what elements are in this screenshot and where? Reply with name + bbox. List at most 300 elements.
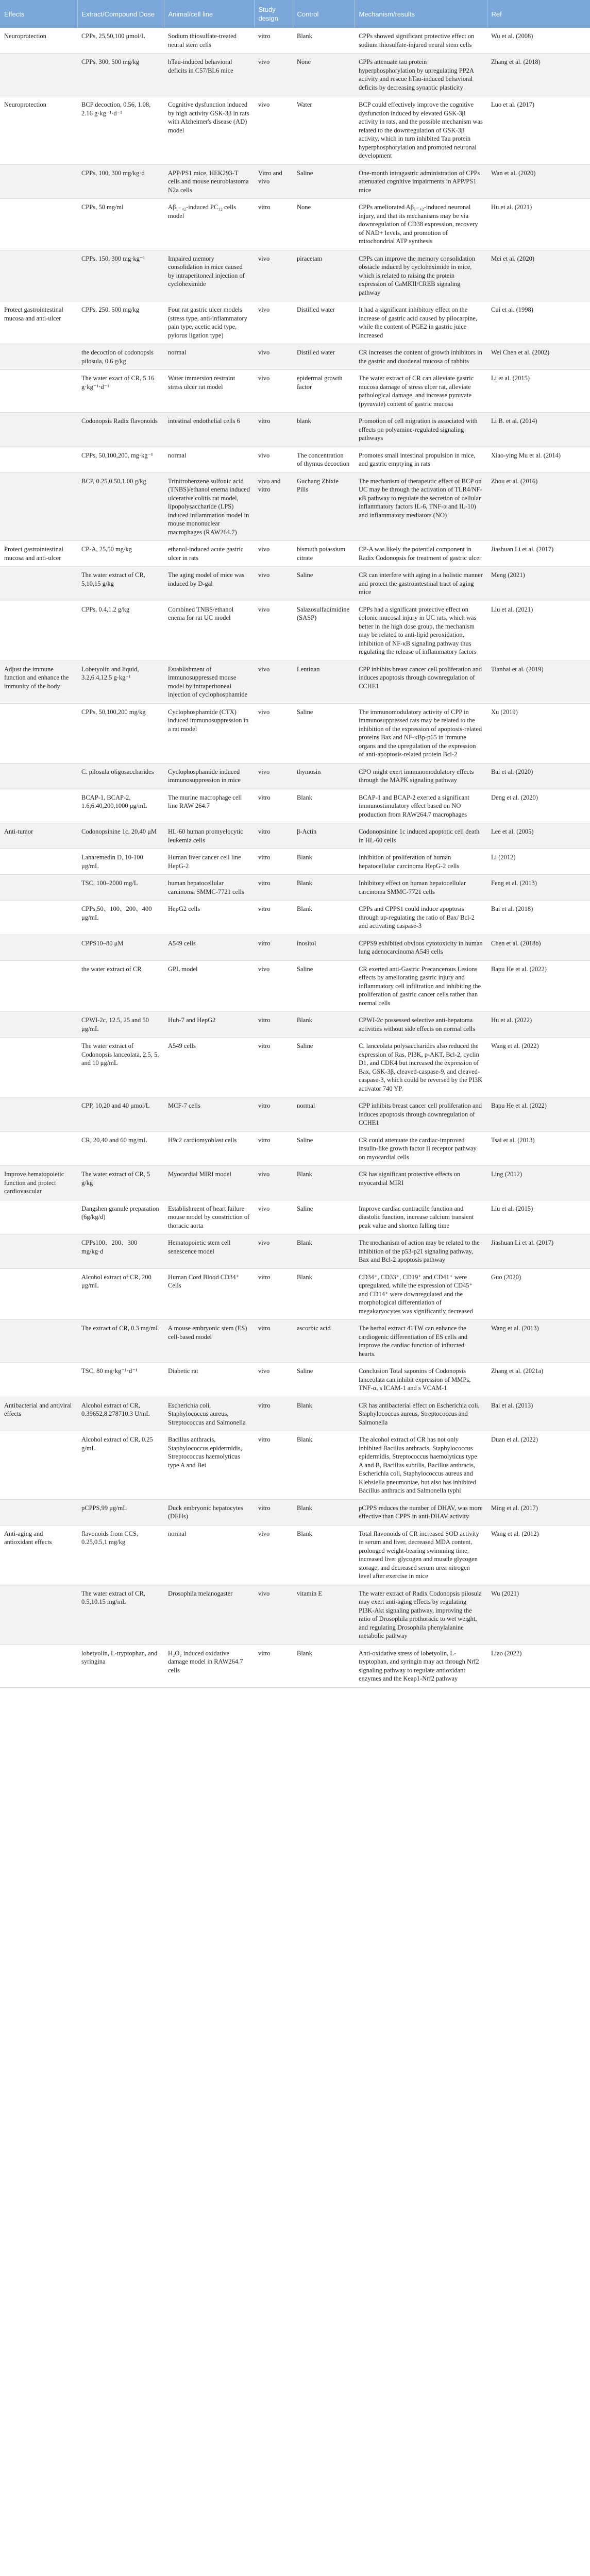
table-row <box>0 1397 590 1431</box>
cell-mechanism: BCAP-1 and BCAP-2 exerted a significant immunostimulatory effect based on NO production from RAW264.7 macrophages <box>355 789 487 823</box>
cell-effect <box>0 1097 77 1132</box>
cell-control: Blank <box>293 1499 355 1525</box>
cell-animal-cell-line: Myocardial MIRI model <box>164 1166 254 1200</box>
header-dose: Extract/Compound Dose <box>77 0 164 28</box>
cell-effect <box>0 1363 77 1397</box>
table-row <box>0 250 590 301</box>
table-row <box>0 1038 590 1097</box>
cell-ref: Meng (2021) <box>487 567 590 601</box>
table-row <box>0 901 590 935</box>
cell-dose: BCP decoction, 0.56, 1.08, 2.16 g·kg⁻¹·d⁻¹ <box>77 96 164 165</box>
cell-control: Blank <box>293 28 355 54</box>
cell-dose: CPPs,50、100、200、400 μg/mL <box>77 901 164 935</box>
cell-effect: Protect gastrointestinal mucosa and anti-ulcer <box>0 301 77 344</box>
cell-control: Saline <box>293 1131 355 1166</box>
cell-effect: Adjust the immune function and enhance the immunity of the body <box>0 660 77 703</box>
cell-effect <box>0 1431 77 1500</box>
cell-control: Saline <box>293 703 355 763</box>
cell-dose: Alcohol extract of CR, 0.39652,8.278710.3 U/mL <box>77 1397 164 1431</box>
cell-mechanism: CPPS9 exhibited obvious cytotoxicity in human lung adenocarcinoma A549 cells <box>355 935 487 960</box>
cell-control: None <box>293 54 355 96</box>
cell-mechanism: CR could attenuate the cardiac-improved insulin-like growth factor II receptor pathway on myocardial cells <box>355 1131 487 1166</box>
cell-ref: Li (2012) <box>487 849 590 875</box>
cell-control: Lentinan <box>293 660 355 703</box>
header-effects: Effects <box>0 0 77 28</box>
table-row <box>0 1525 590 1585</box>
cell-study-design: vitro <box>254 875 293 901</box>
cell-effect <box>0 164 77 199</box>
cell-study-design: vitro <box>254 1012 293 1038</box>
cell-effect <box>0 1320 77 1363</box>
cell-control: Blank <box>293 901 355 935</box>
cell-effect <box>0 344 77 370</box>
cell-study-design: vivo <box>254 960 293 1012</box>
cell-effect <box>0 1012 77 1038</box>
cell-animal-cell-line: Aβ₁₋₄₂-induced PC₁₂ cells model <box>164 199 254 250</box>
cell-study-design: vitro <box>254 28 293 54</box>
cell-study-design: vivo <box>254 1166 293 1200</box>
cell-animal-cell-line: Cyclophosphamide induced immunosuppression in mice <box>164 763 254 789</box>
cell-study-design: vitro <box>254 1499 293 1525</box>
cell-effect: Antibacterial and antiviral effects <box>0 1397 77 1431</box>
cell-effect <box>0 472 77 541</box>
cell-dose: lobetyolin, L-tryptophan, and syringina <box>77 1645 164 1687</box>
cell-dose: The water extract of CR, 5 g/kg <box>77 1166 164 1200</box>
cell-study-design: vitro <box>254 849 293 875</box>
cell-study-design: vivo <box>254 1585 293 1645</box>
cell-ref: Feng et al. (2013) <box>487 875 590 901</box>
cell-dose: Alcohol extract of CR, 200 μg/mL <box>77 1268 164 1320</box>
cell-mechanism: The alcohol extract of CR has not only inhibited Bacillus anthracis, Staphylococcus epidermidis, Streptococcus haemolyticus type A and B, Bacillus subtilis, Bacillus anthracis, Escherichia coli, Staphylococcus aureus and Klebsiella pneumoniae, but also has inhibited Bacillus anthracis and Salmonella typhi <box>355 1431 487 1500</box>
cell-animal-cell-line: Duck embryonic hepatocytes (DEHs) <box>164 1499 254 1525</box>
table-row <box>0 601 590 660</box>
cell-ref: Lee et al. (2005) <box>487 823 590 849</box>
cell-control: Distilled water <box>293 344 355 370</box>
cell-ref: Cui et al. (1998) <box>487 301 590 344</box>
table-row <box>0 1200 590 1234</box>
cell-animal-cell-line: Escherichia coli, Staphylococcus aureus, Streptococcus and Salmonella <box>164 1397 254 1431</box>
header-control: Control <box>293 0 355 28</box>
cell-effect <box>0 1585 77 1645</box>
cell-ref: Ling (2012) <box>487 1166 590 1200</box>
cell-effect <box>0 250 77 301</box>
cell-study-design: vitro <box>254 1397 293 1431</box>
table-row <box>0 1234 590 1269</box>
cell-animal-cell-line: ethanol-induced acute gastric ulcer in rats <box>164 541 254 567</box>
cell-mechanism: One-month intragastric administration of CPPs attenuated cognitive impairments in APP/PS1 mice <box>355 164 487 199</box>
cell-ref: Luo et al. (2017) <box>487 96 590 165</box>
table-row <box>0 1320 590 1363</box>
cell-effect <box>0 901 77 935</box>
cell-effect <box>0 54 77 96</box>
cell-effect <box>0 1038 77 1097</box>
cell-dose: the water extract of CR <box>77 960 164 1012</box>
table-row <box>0 1166 590 1200</box>
table-row <box>0 1097 590 1132</box>
cell-mechanism: CPP inhibits breast cancer cell proliferation and induces apoptosis through downregulation of CCHE1 <box>355 1097 487 1132</box>
cell-study-design: vivo <box>254 250 293 301</box>
cell-animal-cell-line: GPL model <box>164 960 254 1012</box>
cell-effect: Improve hematopoietic function and protect cardiovascular <box>0 1166 77 1200</box>
cell-control: Water <box>293 96 355 165</box>
cell-ref: Ming et al. (2017) <box>487 1499 590 1525</box>
cell-control: Saline <box>293 960 355 1012</box>
cell-study-design: vitro <box>254 1320 293 1363</box>
cell-control: Blank <box>293 1645 355 1687</box>
cell-effect <box>0 567 77 601</box>
cell-control: Saline <box>293 1200 355 1234</box>
table-row <box>0 28 590 54</box>
cell-dose: The water extract of CR, 5,10,15 g/kg <box>77 567 164 601</box>
cell-mechanism: pCPPS reduces the number of DHAV, was more effective than CPPS in anti-DHAV activity <box>355 1499 487 1525</box>
cell-effect <box>0 1200 77 1234</box>
cell-animal-cell-line: intestinal endothelial cells 6 <box>164 413 254 447</box>
table-row <box>0 935 590 960</box>
cell-animal-cell-line: HL-60 human promyelocytic leukemia cells <box>164 823 254 849</box>
cell-ref: Bapu He et al. (2022) <box>487 960 590 1012</box>
cell-study-design: vivo <box>254 301 293 344</box>
table-row <box>0 763 590 789</box>
cell-dose: CPPs, 0.4,1.2 g/kg <box>77 601 164 660</box>
cell-control: inositol <box>293 935 355 960</box>
cell-control: bismuth potassium citrate <box>293 541 355 567</box>
cell-study-design: vitro <box>254 1097 293 1132</box>
cell-effect <box>0 960 77 1012</box>
cell-dose: The water extract of CR, 0.5,10.15 mg/mL <box>77 1585 164 1645</box>
cell-mechanism: The immunomodulatory activity of CPP in immunosuppressed rats may be related to the inhibition of the expression of apoptosis-related proteins Bax and NF-κBp-p65 in immune organs and the upregulation of the expression of anti-apoptosis-related protein Bcl-2 <box>355 703 487 763</box>
cell-ref: Jiashuan Li et al. (2017) <box>487 541 590 567</box>
cell-effect <box>0 199 77 250</box>
cell-effect: Anti-aging and antioxidant effects <box>0 1525 77 1585</box>
cell-animal-cell-line: normal <box>164 344 254 370</box>
cell-effect <box>0 1234 77 1269</box>
table-row <box>0 1585 590 1645</box>
cell-study-design: vitro <box>254 1131 293 1166</box>
cell-mechanism: Total flavonoids of CR increased SOD activity in serum and liver, decreased MDA content, prolonged weight-bearing swimming time, increased liver glycogen and muscle glycogen storage, and decreased serum urea nitrogen level after exercise in mice <box>355 1525 487 1585</box>
cell-animal-cell-line: A549 cells <box>164 935 254 960</box>
cell-mechanism: CPPs can improve the memory consolidation obstacle induced by cycloheximide in mice, which is related to raising the protein expression of CaMKII/CREB signaling pathway <box>355 250 487 301</box>
cell-ref: Mei et al. (2020) <box>487 250 590 301</box>
cell-effect <box>0 763 77 789</box>
cell-mechanism: CP-A was likely the potential component in Radix Codonopsis for treatment of gastric ulcer <box>355 541 487 567</box>
cell-study-design: vivo <box>254 344 293 370</box>
cell-animal-cell-line: The murine macrophage cell line RAW 264.7 <box>164 789 254 823</box>
cell-dose: CPPs, 50 mg/ml <box>77 199 164 250</box>
cell-study-design: vivo <box>254 601 293 660</box>
table-row <box>0 413 590 447</box>
cell-ref: Xiao-ying Mu et al. (2014) <box>487 447 590 472</box>
cell-animal-cell-line: Cyclophosphamide (CTX) induced immunosuppression in a rat model <box>164 703 254 763</box>
cell-animal-cell-line: Water immersion restraint stress ulcer rat model <box>164 370 254 413</box>
cell-ref: Xu (2019) <box>487 703 590 763</box>
cell-effect <box>0 789 77 823</box>
cell-ref: Jiashuan Li et al. (2017) <box>487 1234 590 1269</box>
cell-animal-cell-line: H₂O₂ induced oxidative damage model in RAW264.7 cells <box>164 1645 254 1687</box>
cell-mechanism: Improve cardiac contractile function and diastolic function, increase calcium transient peak value and shorten falling time <box>355 1200 487 1234</box>
cell-study-design: vitro <box>254 1038 293 1097</box>
cell-animal-cell-line: The aging model of mice was induced by D-gal <box>164 567 254 601</box>
cell-ref: Bai et al. (2020) <box>487 763 590 789</box>
cell-mechanism: Promotes small intestinal propulsion in mice, and gastric emptying in rats <box>355 447 487 472</box>
cell-ref: Wu (2021) <box>487 1585 590 1645</box>
cell-control: Saline <box>293 164 355 199</box>
cell-animal-cell-line: Sodium thiosulfate-treated neural stem cells <box>164 28 254 54</box>
cell-mechanism: CPPs and CPPS1 could induce apoptosis through up-regulating the ratio of Bax/ Bcl-2 and activating caspase-3 <box>355 901 487 935</box>
cell-dose: The water exact of CR, 5.16 g·kg⁻¹·d⁻¹ <box>77 370 164 413</box>
cell-animal-cell-line: HepG2 cells <box>164 901 254 935</box>
cell-study-design: vitro <box>254 935 293 960</box>
cell-effect <box>0 1645 77 1687</box>
table-row <box>0 660 590 703</box>
cell-dose: CR, 20,40 and 60 mg/mL <box>77 1131 164 1166</box>
cell-ref: Wang et al. (2013) <box>487 1320 590 1363</box>
cell-study-design: vivo and vitro <box>254 472 293 541</box>
cell-study-design: vitro <box>254 199 293 250</box>
cell-mechanism: CPWI-2c possessed selective anti-hepatoma activities without side effects on normal cells <box>355 1012 487 1038</box>
cell-dose: CPPs100、200、300 mg/kg·d <box>77 1234 164 1269</box>
cell-mechanism: CR has antibacterial effect on Escherichia coli, Staphylococcus aureus, Streptococcus and Salmonella <box>355 1397 487 1431</box>
table-row <box>0 1645 590 1687</box>
table-row <box>0 823 590 849</box>
table-row <box>0 54 590 96</box>
cell-mechanism: CR can interfere with aging in a holistic manner and protect the gastrointestinal tract of aging mice <box>355 567 487 601</box>
table-row <box>0 875 590 901</box>
cell-study-design: vitro <box>254 413 293 447</box>
cell-study-design: vivo <box>254 370 293 413</box>
cell-mechanism: The herbal extract 41TW can enhance the cardiogenic differentiation of ES cells and improve the cardiac function of infarcted hearts. <box>355 1320 487 1363</box>
cell-mechanism: BCP could effectively improve the cognitive dysfunction induced by elevated GSK-3β activity in rats, and the possible mechanism was related to the downregulation of GSK-3β activity, which in turn inhibited Tau protein hyperphosphorylation and promoted neuronal development <box>355 96 487 165</box>
cell-animal-cell-line: H9c2 cardiomyoblast cells <box>164 1131 254 1166</box>
cell-dose: Dangshen granule preparation (6g/kg/d) <box>77 1200 164 1234</box>
cell-study-design: vitro <box>254 901 293 935</box>
cell-mechanism: Inhibition of proliferation of human hepatocellular carcinoma HepG-2 cells <box>355 849 487 875</box>
cell-control: Salazosulfadimidine (SASP) <box>293 601 355 660</box>
table-row <box>0 447 590 472</box>
cell-ref: Bapu He et al. (2022) <box>487 1097 590 1132</box>
cell-effect <box>0 1268 77 1320</box>
cell-mechanism: The water extract of Radix Codonopsis pilosula may exert anti-aging effects by regulating PI3K-Akt signaling pathway, improving the ratio of Drosophila prothoracic to wet weight, and regulating Drosophila phenylalanine metabolic pathway <box>355 1585 487 1645</box>
cell-effect <box>0 935 77 960</box>
cell-mechanism: Conclusion Total saponins of Codonopsis lanceolata can inhibit expression of MMPs, TNF-α, s ICAM-1 and s VCAM-1 <box>355 1363 487 1397</box>
cell-dose: Codonopsinine 1c, 20,40 μM <box>77 823 164 849</box>
cell-animal-cell-line: hTau-induced behavioral deficits in C57/BL6 mice <box>164 54 254 96</box>
cell-ref: Deng et al. (2020) <box>487 789 590 823</box>
cell-dose: Lanaremedin D, 10-100 μg/mL <box>77 849 164 875</box>
cell-control: None <box>293 199 355 250</box>
cell-study-design: vitro <box>254 1645 293 1687</box>
cell-ref: Wan et al. (2020) <box>487 164 590 199</box>
cell-ref: Zhang et al. (2021a) <box>487 1363 590 1397</box>
cell-study-design: vitro <box>254 1268 293 1320</box>
cell-dose: CPPs, 150, 300 mg·kg⁻¹ <box>77 250 164 301</box>
cell-animal-cell-line: A549 cells <box>164 1038 254 1097</box>
cell-study-design: vitro <box>254 1431 293 1500</box>
cell-control: Saline <box>293 1363 355 1397</box>
cell-mechanism: CPPs had a significant protective effect on colonic mucosal injury in UC rats, which was better in the high dose group, the mechanism may be related to anti-lipid peroxidation, inhibition of NF-κB signaling pathway thus regulating the release of inflammatory factors <box>355 601 487 660</box>
cell-animal-cell-line: Bacillus anthracis, Staphylococcus epidermidis, Streptococcus haemolyticus type A and Bei <box>164 1431 254 1500</box>
header-animal-cell: Animal/cell line <box>164 0 254 28</box>
cell-ref: Hu et al. (2022) <box>487 1012 590 1038</box>
cell-dose: BCAP-1, BCAP-2, 1.6,6.40,200,1000 μg/mL <box>77 789 164 823</box>
cell-animal-cell-line: Human Cord Blood CD34⁺ Cells <box>164 1268 254 1320</box>
cell-ref: Liu et al. (2021) <box>487 601 590 660</box>
table-row <box>0 199 590 250</box>
cell-control: Blank <box>293 875 355 901</box>
cell-mechanism: Promotion of cell migration is associated with effects on polyamine-regulated signaling pathways <box>355 413 487 447</box>
cell-animal-cell-line: Hematopoietic stem cell senescence model <box>164 1234 254 1269</box>
cell-control: Blank <box>293 1166 355 1200</box>
cell-control: piracetam <box>293 250 355 301</box>
cell-dose: CPPs, 100, 300 mg/kg·d <box>77 164 164 199</box>
cell-animal-cell-line: normal <box>164 447 254 472</box>
cell-mechanism: Inhibitory effect on human hepatocellular carcinoma SMMC-7721 cells <box>355 875 487 901</box>
table-row <box>0 789 590 823</box>
cell-ref: Tsai et al. (2013) <box>487 1131 590 1166</box>
cell-dose: the decoction of codonopsis pilosula, 0.6 g/kg <box>77 344 164 370</box>
cell-control: Saline <box>293 1038 355 1097</box>
cell-dose: The extract of CR, 0.3 mg/mL <box>77 1320 164 1363</box>
table-row <box>0 472 590 541</box>
cell-study-design: vitro <box>254 823 293 849</box>
table-row <box>0 301 590 344</box>
cell-mechanism: CR has significant protective effects on myocardial MIRI <box>355 1166 487 1200</box>
header-mechanism: Mechanism/results <box>355 0 487 28</box>
cell-ref: Bai et al. (2013) <box>487 1397 590 1431</box>
table-row <box>0 96 590 165</box>
cell-effect <box>0 370 77 413</box>
table-row <box>0 1499 590 1525</box>
cell-control: vitamin E <box>293 1585 355 1645</box>
cell-ref: Liao (2022) <box>487 1645 590 1687</box>
cell-control: β-Actin <box>293 823 355 849</box>
cell-ref: Liu et al. (2015) <box>487 1200 590 1234</box>
cell-animal-cell-line: Combined TNBS/ethanol enema for rat UC model <box>164 601 254 660</box>
cell-control: Guchang Zhixie Pills <box>293 472 355 541</box>
cell-dose: C. pilosula oligosaccharides <box>77 763 164 789</box>
table-header-row <box>0 0 590 28</box>
cell-animal-cell-line: Diabetic rat <box>164 1363 254 1397</box>
table-row <box>0 344 590 370</box>
cell-control: Blank <box>293 1431 355 1500</box>
cell-dose: pCPPS,99 μg/mL <box>77 1499 164 1525</box>
cell-control: Distilled water <box>293 301 355 344</box>
cell-mechanism: CPPs attenuate tau protein hyperphosphorylation by upregulating PP2A activity and rescue hTau-induced behavioral deficits by decreasing synaptic plasticity <box>355 54 487 96</box>
table-body <box>0 28 590 1687</box>
cell-animal-cell-line: Trinitrobenzene sulfonic acid (TNBS)/ethanol enema induced ulcerative colitis rat model, lipopolysaccharide (LPS) induced inflammation model in mouse mononuclear macrophages (RAW264.7) <box>164 472 254 541</box>
cell-effect: Protect gastrointestinal mucosa and anti-ulcer <box>0 541 77 567</box>
cell-study-design: vivo <box>254 1363 293 1397</box>
cell-effect: Neuroprotection <box>0 96 77 165</box>
cell-study-design: vivo <box>254 96 293 165</box>
table-row <box>0 1131 590 1166</box>
cell-mechanism: CPO might exert immunomodulatory effects through the MAPK signaling pathway <box>355 763 487 789</box>
cell-ref: Guo (2020) <box>487 1268 590 1320</box>
cell-study-design: vivo <box>254 447 293 472</box>
cell-control: Blank <box>293 1525 355 1585</box>
cell-effect: Anti-tumor <box>0 823 77 849</box>
cell-dose: CPPs, 50,100,200, mg·kg⁻¹ <box>77 447 164 472</box>
cell-animal-cell-line: human hepatocellular carcinoma SMMC-7721 cells <box>164 875 254 901</box>
cell-animal-cell-line: APP/PS1 mice, HEK293-T cells and mouse neuroblastoma N2a cells <box>164 164 254 199</box>
cell-control: Blank <box>293 849 355 875</box>
cell-effect <box>0 601 77 660</box>
cell-ref: Zhou et al. (2016) <box>487 472 590 541</box>
cell-animal-cell-line: Establishment of heart failure mouse model by constriction of thoracic aorta <box>164 1200 254 1234</box>
cell-animal-cell-line: Huh-7 and HepG2 <box>164 1012 254 1038</box>
cell-study-design: vivo <box>254 1200 293 1234</box>
cell-dose: CPPS10–80 μM <box>77 935 164 960</box>
cell-animal-cell-line: Establishment of immunosuppressed mouse model by intraperitoneal injection of cyclophosphamide <box>164 660 254 703</box>
cell-dose: TSC, 80 mg·kg⁻¹·d⁻¹ <box>77 1363 164 1397</box>
cell-control: Blank <box>293 1397 355 1431</box>
table-row <box>0 541 590 567</box>
cell-ref: Tianbai et al. (2019) <box>487 660 590 703</box>
cell-control: blank <box>293 413 355 447</box>
cell-dose: CP-A, 25,50 mg/kg <box>77 541 164 567</box>
cell-study-design: vivo <box>254 1234 293 1269</box>
cell-animal-cell-line: MCF-7 cells <box>164 1097 254 1132</box>
cell-mechanism: CPPs ameliorated Aβ₁₋₄₂-induced neuronal injury, and that its mechanisms may be via downregulation of CD38 expression, recovery of NAD+ levels, and promotion of mitochondrial ATP synthesis <box>355 199 487 250</box>
cell-ref: Zhang et al. (2018) <box>487 54 590 96</box>
cell-control: thymosin <box>293 763 355 789</box>
cell-study-design: vivo <box>254 703 293 763</box>
cell-ref: Bai et al. (2018) <box>487 901 590 935</box>
cell-control: ascorbic acid <box>293 1320 355 1363</box>
cell-mechanism: CR exerted anti-Gastric Precancerous Lesions effects by ameliorating gastric injury and inflammatory cell infiltration and inhibiting the proliferation of gastric cancer cells rather than normal cells <box>355 960 487 1012</box>
cell-dose: CPPs, 50,100,200 mg/kg <box>77 703 164 763</box>
cell-ref: Duan et al. (2022) <box>487 1431 590 1500</box>
cell-animal-cell-line: Impaired memory consolidation in mice caused by intraperitoneal injection of cycloheximide <box>164 250 254 301</box>
cell-ref: Wang et al. (2012) <box>487 1525 590 1585</box>
cell-effect <box>0 703 77 763</box>
cell-dose: Lobetyolin and liquid, 3.2,6.4,12.5 g·kg⁻¹ <box>77 660 164 703</box>
cell-mechanism: Anti-oxidative stress of lobetyolin, L-tryptophan, and syringin may act through Nrf2 signaling pathway to regulate antioxidant enzymes and the Keap1-Nrf2 pathway <box>355 1645 487 1687</box>
table-row <box>0 1363 590 1397</box>
cell-study-design: vivo <box>254 54 293 96</box>
cell-animal-cell-line: Drosophila melanogaster <box>164 1585 254 1645</box>
cell-dose: TSC, 100–2000 mg/L <box>77 875 164 901</box>
table-row <box>0 567 590 601</box>
cell-ref: Hu et al. (2021) <box>487 199 590 250</box>
cell-ref: Wu et al. (2008) <box>487 28 590 54</box>
cell-dose: CPP, 10,20 and 40 μmol/L <box>77 1097 164 1132</box>
cell-animal-cell-line: A mouse embryonic stem (ES) cell-based model <box>164 1320 254 1363</box>
cell-mechanism: CR increases the content of growth inhibitors in the gastric and duodenal mucosa of rabbits <box>355 344 487 370</box>
cell-dose: flavonoids from CCS, 0.25,0.5,1 mg/kg <box>77 1525 164 1585</box>
cell-control: Blank <box>293 1012 355 1038</box>
cell-dose: CPPs, 300, 500 mg/kg <box>77 54 164 96</box>
cell-study-design: vitro <box>254 789 293 823</box>
table-row <box>0 960 590 1012</box>
header-study-design: Study design <box>254 0 293 28</box>
cell-study-design: vivo <box>254 660 293 703</box>
cell-dose: CPWI-2c, 12.5, 25 and 50 μg/mL <box>77 1012 164 1038</box>
cell-ref: Wei Chen et al. (2002) <box>487 344 590 370</box>
cell-mechanism: CPPs showed significant protective effect on sodium thiosulfate-injured neural stem cells <box>355 28 487 54</box>
cell-mechanism: The mechanism of therapeutic effect of BCP on UC may be through the activation of TLR4/NF-κB pathway to regulate the secretion of cellular inflammatory factors IL-6, TNF-α and IL-10) and inflammatory mediators (NO) <box>355 472 487 541</box>
cell-control: Blank <box>293 1234 355 1269</box>
table-row <box>0 370 590 413</box>
cell-study-design: vivo <box>254 541 293 567</box>
table-row <box>0 1431 590 1500</box>
cell-ref: Wang et al. (2022) <box>487 1038 590 1097</box>
cell-effect <box>0 413 77 447</box>
cell-mechanism: The water extract of CR can alleviate gastric mucosa damage of stress ulcer rat, alleviate pathological damage, and increase pyruvate (pyruvate) content of gastric mucosa <box>355 370 487 413</box>
cell-mechanism: The mechanism of action may be related to the inhibition of the p53-p21 signaling pathway, Bax and Bcl-2 apoptosis pathway <box>355 1234 487 1269</box>
cell-mechanism: It had a significant inhibitory effect on the increase of gastric acid caused by pilocarpine, while the content of PGE2 in gastric juice increased <box>355 301 487 344</box>
table-row <box>0 164 590 199</box>
cell-animal-cell-line: Four rat gastric ulcer models (stress type, anti-inflammatory pain type, acetic acid type, pylorus ligation type) <box>164 301 254 344</box>
